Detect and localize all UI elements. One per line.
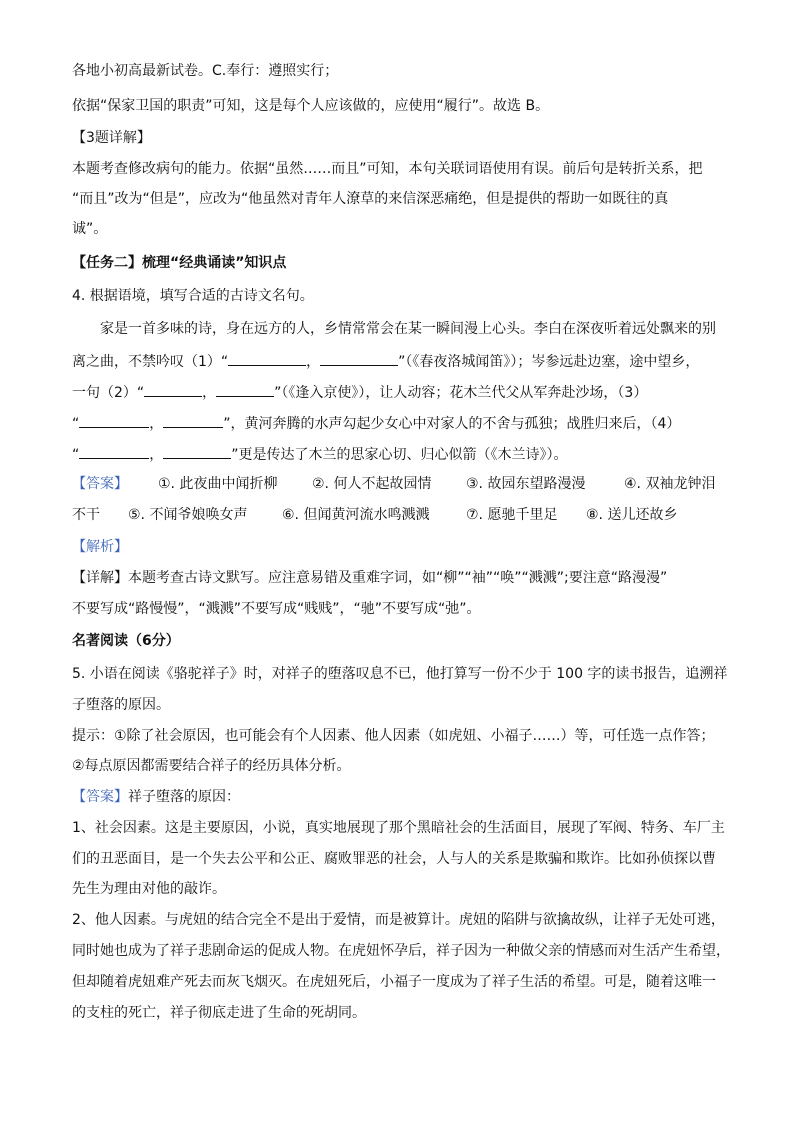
text-line: 家是一首多味的诗，身在远方的人，乡情常常会在某一瞬间漫上心头。李白在深夜听着远处飘来的别 [100, 321, 716, 337]
text-line: 同时她也成为了祥子悲剧命运的促成人物。在虎妞怀孕后，祥子因为一种做父亲的情感而对生活产生希望， [72, 943, 730, 959]
text-segment: “ [72, 447, 80, 463]
text-segment: 离之曲，不禁吟叹（1）“ [72, 354, 229, 370]
fill-line [72, 444, 568, 464]
answer-item: ④. 双袖龙钟泪 [624, 476, 716, 492]
fill-line [72, 382, 647, 402]
answer-blank [79, 413, 149, 428]
answer-item: ⑦. 愿驰千里足 [466, 507, 558, 523]
text-segment: 本题考查古诗文默写。应注意易错及重难字词，如“柳”“袖”“唤”“溅溅”;要注意“路漫漫” [128, 570, 668, 586]
text-line [72, 788, 240, 806]
answer-item: ①. 此夜曲中闻折柳 [158, 476, 278, 492]
text-line [72, 569, 667, 587]
fill-line [72, 413, 680, 433]
text-segment: 祥子堕落的原因： [128, 789, 240, 805]
fill-line [72, 351, 699, 371]
text-segment: ”（《春夜洛城闻笛》）；岑参远赴边塞，途中望乡， [398, 354, 700, 370]
answer-item: ⑥. 但闻黄河流水鸣溅溅 [282, 507, 430, 523]
section-heading: 名著阅读（6分） [72, 633, 180, 649]
text-line: “而且”改为“但是”，应改为“他虽然对青年人潦草的来信深恶痛绝，但是提供的帮助一如既往的真 [72, 191, 669, 207]
text-segment: ， [306, 354, 321, 370]
text-line: 先生为理由对他的敲诈。 [72, 881, 226, 897]
text-segment: ， [202, 385, 217, 401]
answer-blank [216, 382, 274, 397]
answer-row [72, 506, 722, 526]
answer-tag: 【答案】 [72, 789, 128, 805]
answer-item: ⑤. 不闻爷娘唤女声 [128, 507, 248, 523]
section-heading: 【3题详解】 [72, 130, 151, 146]
text-line: 2、他人因素。与虎妞的结合完全不是出于爱情，而是被算计。虎妞的陷阱与欲擒故纵，让祥子无处可逃， [72, 912, 725, 928]
text-line: 1、社会因素。这是主要原因，小说，真实地展现了那个黑暗社会的生活面目，展现了军阀、特务、车厂主 [72, 820, 725, 836]
answer-blank [320, 351, 398, 366]
answer-blank [79, 444, 149, 459]
answer-tag: 【答案】 [72, 476, 128, 492]
text-line: 们的丑恶面目，是一个失去公平和公正、腐败罪恶的社会，人与人的关系是欺骗和欺诈。比如孙侦探以曹 [72, 851, 716, 867]
answer-blank [228, 351, 306, 366]
answer-blank [144, 382, 202, 397]
answer-item: ②. 何人不起故园情 [312, 476, 432, 492]
text-segment: ”（《逢入京使》），让人动容；花木兰代父从军奔赴沙场，（3） [274, 385, 648, 401]
text-line: 不要写成“路慢慢”，“溅溅”不要写成“贱贱”，“驰”不要写成“弛”。 [72, 601, 481, 617]
detail-tag: 【详解】 [72, 570, 128, 586]
text-segment: ”，黄河奔腾的水声勾起少女心中对家人的不舍与孤独；战胜归来后，（4） [223, 416, 681, 432]
text-line: 子堕落的原因。 [72, 697, 170, 713]
answer-item-cont: 不干 [72, 507, 100, 523]
text-line: 提示：①除了社会原因，也可能会有个人因素、他人因素（如虎妞、小福子……）等，可任选一点作答； [72, 728, 715, 744]
text-line: 的支柱的死亡，祥子彻底走进了生命的死胡同。 [72, 1005, 366, 1021]
text-line: 各地小初高最新试卷。C.奉行：遵照实行； [72, 63, 339, 79]
text-segment: ， [149, 416, 164, 432]
text-line: 诚”。 [72, 221, 108, 237]
text-line: 但却随着虎妞难产死去而灰飞烟灭。在虎妞死后，小福子一度成为了祥子生活的希望。可是，随着这唯一 [72, 974, 716, 990]
answer-blank [163, 413, 223, 428]
task-heading: 【任务二】梳理“经典诵读”知识点 [72, 255, 287, 271]
answer-item: ⑧. 送儿还故乡 [586, 507, 678, 523]
text-segment: ， [149, 447, 164, 463]
text-line: 依据“保家卫国的职责”可知，这是每个人应该做的，应使用“履行”。故选 B。 [72, 98, 550, 114]
answer-row [72, 475, 722, 495]
question-title: 5. 小语在阅读《骆驼祥子》时，对祥子的堕落叹息不已，他打算写一份不少于 100 字的读书报告，追溯祥 [72, 666, 728, 682]
analysis-tag: 【解析】 [72, 539, 128, 555]
text-line: 本题考查修改病句的能力。依据“虽然……而且”可知，本句关联词语使用有误。前后句是转折关系，把 [72, 161, 703, 177]
text-segment: “ [72, 416, 80, 432]
answer-item: ③. 故园东望路漫漫 [466, 476, 586, 492]
text-segment: 一句（2）“ [72, 385, 145, 401]
text-segment: ”更是传达了木兰的思家心切、归心似箭（《木兰诗》）。 [231, 447, 568, 463]
question-title: 4. 根据语境，填写合适的古诗文名句。 [72, 288, 314, 304]
answer-blank [163, 444, 231, 459]
text-line: ②每点原因都需要结合祥子的经历具体分析。 [72, 758, 351, 774]
